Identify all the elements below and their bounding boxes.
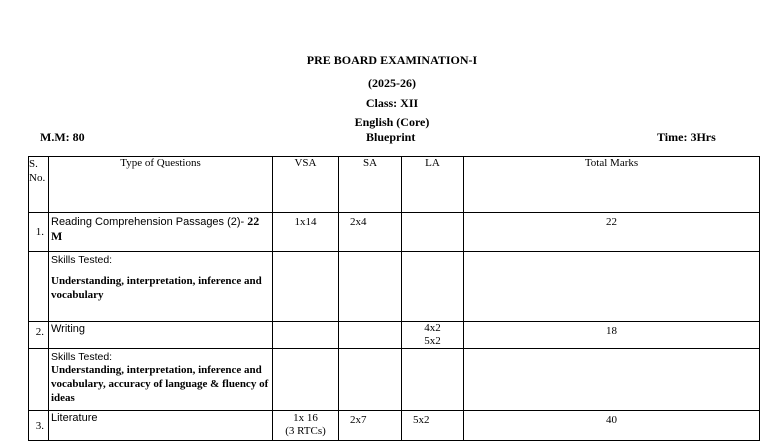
blueprint-label: Blueprint xyxy=(366,130,416,144)
max-marks: M.M: 80 xyxy=(40,130,85,144)
header-sno: S. No. xyxy=(29,157,49,213)
time-label: Time: 3Hrs xyxy=(657,130,716,144)
exam-title: PRE BOARD EXAMINATION-I xyxy=(306,53,478,67)
table-row xyxy=(29,411,760,441)
skills-row xyxy=(29,349,760,411)
row-vsa: 1x 16 (3 RTCs) xyxy=(273,411,339,441)
header-sa: SA xyxy=(339,157,402,213)
row-total: 22 xyxy=(464,213,760,252)
row-sa xyxy=(339,322,402,349)
header-vsa: VSA xyxy=(273,157,339,213)
skills-cell xyxy=(49,349,273,411)
skills-row xyxy=(29,252,760,322)
row-type: Literature xyxy=(49,411,273,441)
skills-text: Understanding, interpretation, inference and vocabulary, accuracy of language & fluency of ideas xyxy=(51,364,269,404)
class-label: Class: XII xyxy=(365,96,419,110)
skills-label: Skills Tested: xyxy=(51,254,113,266)
row-type: Writing xyxy=(49,322,273,349)
row-la xyxy=(402,213,464,252)
session-year: (2025-26) xyxy=(368,76,416,90)
subject-label: English (Core) xyxy=(354,115,430,129)
row-total: 40 xyxy=(464,411,760,441)
header-type: Type of Questions xyxy=(49,157,273,213)
row-sno: 2. xyxy=(29,322,49,349)
row-vsa: 1x14 xyxy=(273,213,339,252)
row-sno: 1. xyxy=(29,213,49,252)
table-row xyxy=(29,213,760,252)
row-vsa xyxy=(273,322,339,349)
row-total: 18 xyxy=(464,322,760,349)
header-la: LA xyxy=(402,157,464,213)
row-sa: 2x4 xyxy=(339,213,402,252)
header-total: Total Marks xyxy=(464,157,760,213)
blueprint-table xyxy=(28,156,760,441)
row-la: 5x2 xyxy=(402,411,464,441)
skills-cell xyxy=(49,252,273,322)
row-sa: 2x7 xyxy=(339,411,402,441)
table-row xyxy=(29,322,760,349)
table-header-row xyxy=(29,157,760,213)
row-la: 4x2 5x2 xyxy=(402,322,464,349)
skills-label: Skills Tested: xyxy=(51,351,113,363)
row-type: Reading Comprehension Passages (2)- 22 M xyxy=(49,213,273,252)
row-sno: 3. xyxy=(29,411,49,441)
skills-text: Understanding, interpretation, inference and vocabulary xyxy=(51,275,262,301)
